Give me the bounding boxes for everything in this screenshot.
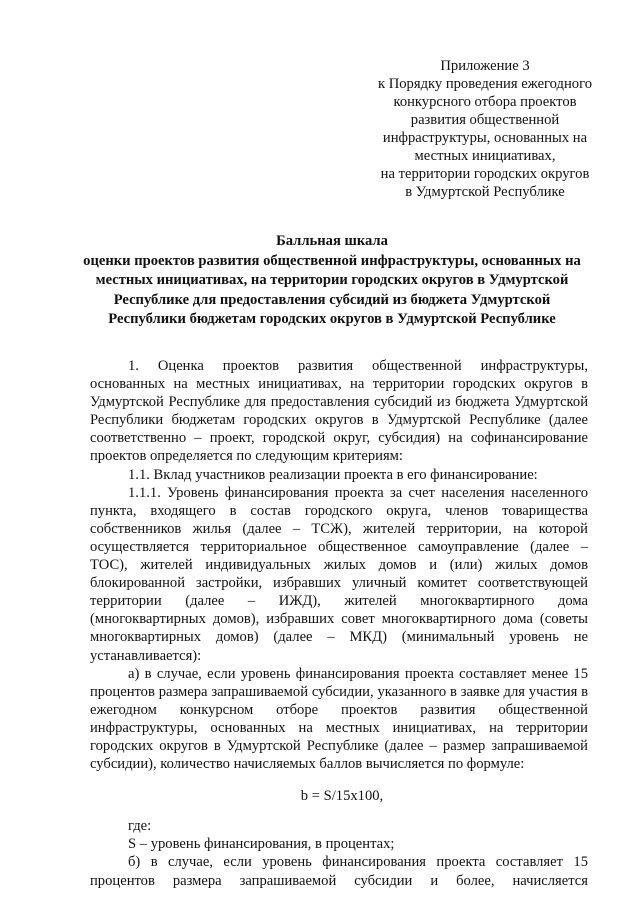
formula: b = S/15x100, [300, 788, 384, 805]
title-line: Республики бюджетам городских округов в Удмуртской Республике [108, 311, 556, 327]
title-line: оценки проектов развития общественной инфраструктуры, основанных на [83, 252, 581, 269]
paragraph-a: а) в случае, если уровень финансирования проекта составляет менее 15 процентов размера запрашиваемой субсидии, указанного в заявке для участия в ежегодном конкурсном отборе проектов развития общественной инфраструктуры, основанных на местных инициативах, на территории городских округов в Удмуртской Республике (далее – размер запрашиваемой субсидии), количество начисляемых баллов вычисляется по формуле: [90, 665, 588, 773]
appendix-line: в Удмуртской Республике [405, 184, 565, 200]
appendix-line: Приложение 3 [440, 58, 530, 74]
title-line: Балльная шкала [276, 233, 388, 249]
appendix-header [340, 57, 630, 201]
appendix-line: инфраструктуры, основанных на [382, 130, 588, 146]
appendix-line: конкурсного отбора проектов [393, 94, 577, 110]
document-body [90, 357, 588, 890]
paragraph-1: 1. Оценка проектов развития общественной инфраструктуры, основанных на местных инициативах, на территории городских округов в Удмуртской Республике для предоставления субсидий из бюджета Удмуртской Республики бюджетам городских округов в Удмуртской Республике (далее соответственно – проект, городской округ, субсидия) на софинансирование проектов определяется по следующим критериям: [90, 358, 588, 465]
appendix-line: на территории городских округов [380, 166, 590, 182]
title-line: Республике для предоставления субсидий из бюджета Удмуртской [113, 291, 551, 308]
paragraph-1-1-1: 1.1.1. Уровень финансирования проекта за счет населения населенного пункта, входящего в состав городского округа, членов товарищества собственников жилья (далее – ТСЖ), жителей территории, на которой осуществляется территориальное общественное самоуправление (далее – ТОС), жителей индивидуальных жилых домов и (или) жилых домов блокированной застройки, избравших уличный комитет соответствующей территории (далее – ИЖД), жителей многоквартирного дома (многоквартирных домов), избравших совет многоквартирного дома (советы многоквартирных домов) (далее – МКД) (минимальный уровень не устанавливается): [90, 484, 588, 664]
title-line: местных инициативах, на территории городских округов в Удмуртской [95, 272, 569, 288]
paragraph-1-1: 1.1. Вклад участников реализации проекта в его финансирование: [128, 466, 538, 483]
appendix-line: развития общественной [410, 112, 560, 128]
appendix-line: к Порядку проведения ежегодного [377, 76, 592, 92]
document-title [72, 232, 592, 330]
paragraph-b: б) в случае, если уровень финансирования проекта составляет 15 процентов размера запрашиваемой субсидии и более, начисляется [90, 854, 588, 889]
s-definition: S – уровень финансирования, в процентах; [128, 836, 395, 853]
where-label: где: [128, 818, 152, 835]
appendix-line: местных инициативах, [414, 148, 556, 164]
